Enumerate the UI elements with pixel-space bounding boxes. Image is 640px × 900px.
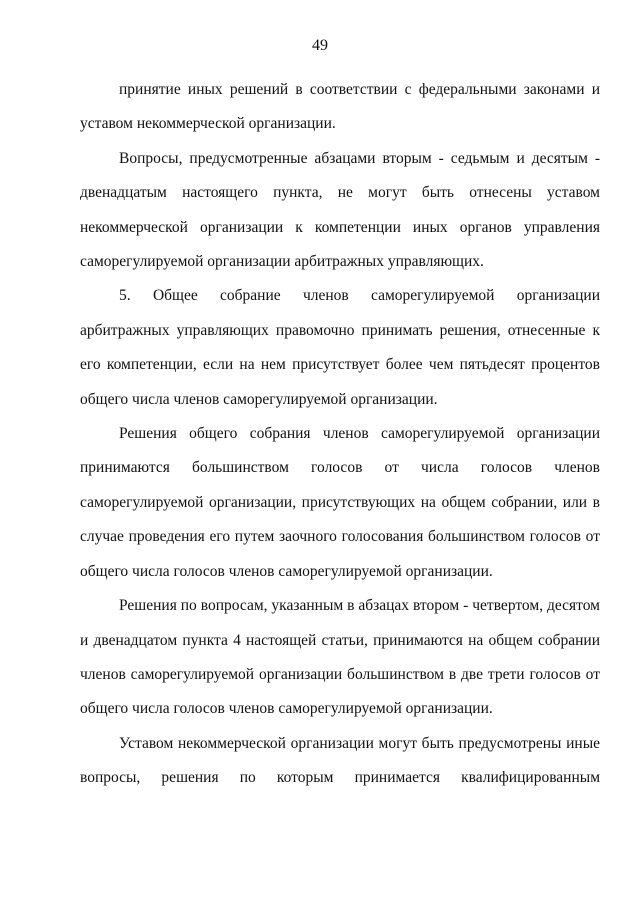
body-text	[80, 73, 600, 796]
paragraph-competence: Вопросы, предусмотренные абзацами вторым - седьмым и десятым - двенадцатым настоящего пункта, не могут быть отнесены уставом некоммерческой организации к компетенции иных органов управления саморегулируемой организации арбитражных управляющих.	[80, 149, 600, 271]
paragraph-continuation: принятие иных решений в соответствии с федеральными законами и уставом некоммерческой организации.	[80, 81, 600, 133]
page-number: 49	[312, 37, 328, 54]
paragraph-two-thirds: Решения по вопросам, указанным в абзацах втором - четвертом, десятом и двенадцатом пункта 4 настоящей статьи, принимаются на общем собрании членов саморегулируемой организации большинством в две трети голосов от общего числа голосов членов саморегулируемой организации.	[80, 597, 600, 718]
paragraph-item-5: 5. Общее собрание членов саморегулируемой организации арбитражных управляющих правомочно принимать решения, отнесенные к его компетенции, если на нем присутствует более чем пятьдесят процентов общего числа членов саморегулируемой организации.	[80, 287, 600, 408]
paragraph-majority-decisions: Решения общего собрания членов саморегулируемой организации принимаются большинством голосов от числа голосов членов саморегулируемой организации, присутствующих на общем собрании, или в случае проведения его путем заочного голосования большинством голосов от общего числа голосов членов саморегулируемой организации.	[80, 425, 600, 580]
paragraph-charter-questions: Уставом некоммерческой организации могут быть предусмотрены иные вопросы, решения по которым принимается квалифицированным	[80, 734, 600, 787]
